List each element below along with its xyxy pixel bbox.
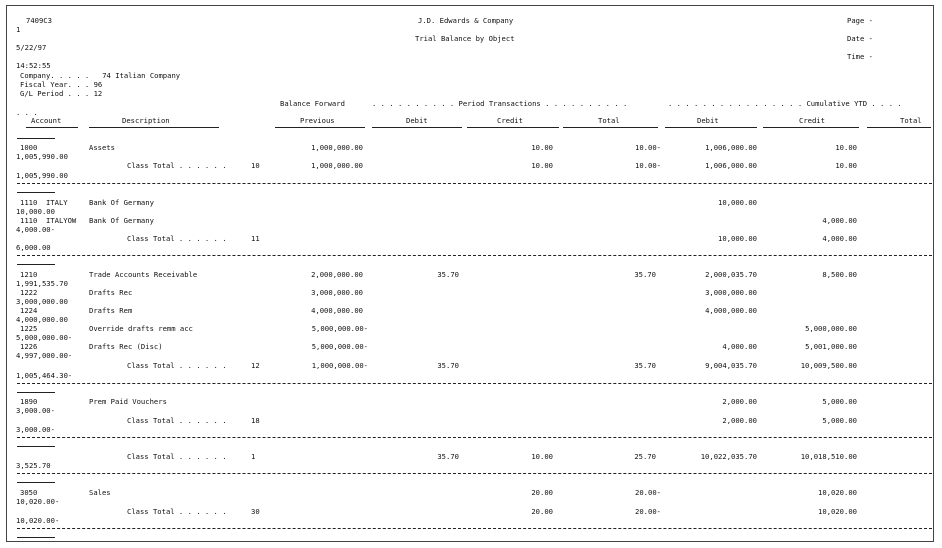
class-total-total-ytd: 10,020.00- xyxy=(16,516,60,525)
row-description: Trade Accounts Receivable xyxy=(89,270,198,279)
class-total-credit-period: 10.00 xyxy=(531,452,553,461)
row-total-ytd: 4,000,000.00 xyxy=(16,315,68,324)
row-previous: 5,000,000.00- xyxy=(311,324,368,333)
class-total-credit-ytd: 10.00 xyxy=(835,161,857,170)
class-total-total-ytd: 1,005,990.00 xyxy=(16,171,68,180)
row-description: Drafts Rec xyxy=(89,288,133,297)
row-description: Override drafts remm acc xyxy=(89,324,193,333)
row-total-ytd: 5,000,000.00- xyxy=(16,333,73,342)
class-total-debit-ytd: 1,006,000.00 xyxy=(705,161,757,170)
row-account: 1110 ITALY xyxy=(20,198,68,207)
underline-account xyxy=(26,127,78,128)
report-time: 14:52:55 xyxy=(16,61,51,70)
underline-credit-ytd xyxy=(763,127,859,128)
section-rule xyxy=(17,473,932,474)
row-debit-ytd: 2,000.00 xyxy=(722,397,757,406)
class-total-number: 30 xyxy=(251,507,260,516)
section-rule xyxy=(17,437,932,438)
short-rule xyxy=(17,264,55,265)
row-account: 1110 ITALYOW xyxy=(20,216,77,225)
class-total-number: 18 xyxy=(251,416,260,425)
class-total-debit-period: 35.70 xyxy=(437,361,459,370)
col-account: Account xyxy=(31,116,62,125)
class-total-previous: 1,000,000.00- xyxy=(311,361,368,370)
class-total-credit-period: 10.00 xyxy=(531,161,553,170)
row-total-ytd: 1,991,535.70 xyxy=(16,279,68,288)
row-debit-ytd: 3,000,000.00 xyxy=(705,288,757,297)
row-debit-ytd: 1,006,000.00 xyxy=(705,143,757,152)
row-account: 1224 xyxy=(20,306,38,315)
date-label: Date - xyxy=(847,34,873,43)
row-credit-ytd: 5,001,000.00 xyxy=(805,342,857,351)
row-description: Bank Of Germany xyxy=(89,198,154,207)
class-total-label: Class Total . . . . . . xyxy=(127,361,227,370)
row-total-ytd: 4,000.00- xyxy=(16,225,55,234)
class-total-debit-period: 35.70 xyxy=(437,452,459,461)
class-total-credit-ytd: 4,000.00 xyxy=(822,234,857,243)
class-total-credit-ytd: 10,009,500.00 xyxy=(800,361,857,370)
row-total-ytd: 3,000,000.00 xyxy=(16,297,68,306)
row-account: 1210 xyxy=(20,270,38,279)
class-total-total-period: 35.70 xyxy=(634,361,656,370)
trial-balance-report xyxy=(6,5,934,542)
class-total-previous: 1,000,000.00 xyxy=(311,161,363,170)
underline-debit-period xyxy=(372,127,462,128)
row-description: Sales xyxy=(89,488,111,497)
section-rule xyxy=(17,383,932,384)
row-debit-ytd: 10,000.00 xyxy=(718,198,757,207)
row-previous: 4,000,000.00 xyxy=(311,306,363,315)
class-total-total-period: 10.00- xyxy=(635,161,661,170)
report-id: 7409C3 xyxy=(26,16,52,25)
row-total-ytd: 10,000.00 xyxy=(16,207,55,216)
short-rule xyxy=(17,482,55,483)
class-total-label: Class Total . . . . . . xyxy=(127,416,227,425)
report-date: 5/22/97 xyxy=(16,43,47,52)
page-label: Page - xyxy=(847,16,873,25)
row-total-period: 35.70 xyxy=(634,270,656,279)
row-previous: 2,000,000.00 xyxy=(311,270,363,279)
class-total-debit-ytd: 10,000.00 xyxy=(718,234,757,243)
underline-total-period xyxy=(563,127,658,128)
row-account: 1226 xyxy=(20,342,38,351)
row-credit-ytd: 10.00 xyxy=(835,143,857,152)
row-description: Prem Paid Vouchers xyxy=(89,397,167,406)
row-previous: 3,000,000.00 xyxy=(311,288,363,297)
page-number: 1 xyxy=(16,25,21,34)
class-total-label: Class Total . . . . . . xyxy=(127,507,227,516)
class-total-total-period: 20.00- xyxy=(635,507,661,516)
row-previous: 5,000,000.00- xyxy=(311,342,368,351)
col-debit-period: Debit xyxy=(406,116,428,125)
class-total-label: Class Total . . . . . . xyxy=(127,234,227,243)
col-description: Description xyxy=(122,116,170,125)
company-name: J.D. Edwards & Company xyxy=(418,16,514,25)
class-total-total-period: 25.70 xyxy=(634,452,656,461)
class-total-credit-ytd: 10,018,510.00 xyxy=(800,452,857,461)
class-total-number: 11 xyxy=(251,234,260,243)
row-total-ytd: 4,997,000.00- xyxy=(16,351,73,360)
row-total-ytd: 1,005,990.00 xyxy=(16,152,68,161)
row-credit-period: 20.00 xyxy=(531,488,553,497)
class-total-debit-ytd: 10,022,035.70 xyxy=(700,452,757,461)
fiscal-year-line: Fiscal Year. . . 96 xyxy=(20,80,103,89)
section-rule xyxy=(17,528,932,529)
class-total-debit-ytd: 2,000.00 xyxy=(722,416,757,425)
row-credit-ytd: 10,020.00 xyxy=(818,488,857,497)
row-description: Drafts Rec (Disc) xyxy=(89,342,163,351)
report-title: Trial Balance by Object xyxy=(415,34,515,43)
gl-period-line: G/L Period . . . 12 xyxy=(20,89,103,98)
row-debit-ytd: 2,000,035.70 xyxy=(705,270,757,279)
row-total-ytd: 10,020.00- xyxy=(16,497,60,506)
col-credit-ytd: Credit xyxy=(799,116,825,125)
row-account: 1000 xyxy=(20,143,38,152)
row-description: Bank Of Germany xyxy=(89,216,154,225)
row-account: 1225 xyxy=(20,324,38,333)
period-transactions-header: . . . . . . . . . . Period Transactions . . . . . . . . . . xyxy=(372,99,628,108)
row-description: Assets xyxy=(89,143,115,152)
row-total-period: 20.00- xyxy=(635,488,661,497)
row-account: 3050 xyxy=(20,488,38,497)
class-total-number: 10 xyxy=(251,161,260,170)
class-total-total-ytd: 3,000.00- xyxy=(16,425,55,434)
row-account: 1222 xyxy=(20,288,38,297)
row-total-ytd: 3,000.00- xyxy=(16,406,55,415)
underline-description xyxy=(89,127,219,128)
class-total-label: Class Total . . . . . . xyxy=(127,161,227,170)
short-rule xyxy=(17,192,55,193)
row-debit-period: 35.70 xyxy=(437,270,459,279)
company-line: Company. . . . . 74 Italian Company xyxy=(20,71,181,80)
row-credit-period: 10.00 xyxy=(531,143,553,152)
balance-forward-header: Balance Forward xyxy=(280,99,345,108)
short-rule xyxy=(17,446,55,447)
continuation-dots: . . . xyxy=(16,108,38,117)
underline-credit-period xyxy=(467,127,559,128)
class-total-total-ytd: 3,525.70 xyxy=(16,461,51,470)
col-debit-ytd: Debit xyxy=(697,116,719,125)
col-total-period: Total xyxy=(598,116,620,125)
row-debit-ytd: 4,000,000.00 xyxy=(705,306,757,315)
class-total-total-ytd: 6,000.00 xyxy=(16,243,51,252)
row-description: Drafts Rem xyxy=(89,306,133,315)
class-total-credit-ytd: 10,020.00 xyxy=(818,507,857,516)
row-account: 1890 xyxy=(20,397,38,406)
class-total-number: 12 xyxy=(251,361,260,370)
underline-debit-ytd xyxy=(665,127,757,128)
row-credit-ytd: 5,000.00 xyxy=(822,397,857,406)
class-total-credit-period: 20.00 xyxy=(531,507,553,516)
short-rule xyxy=(17,537,55,538)
class-total-label: Class Total . . . . . . xyxy=(127,452,227,461)
short-rule xyxy=(17,138,55,139)
row-credit-ytd: 8,500.00 xyxy=(822,270,857,279)
section-rule xyxy=(17,183,932,184)
class-total-total-ytd: 1,005,464.30- xyxy=(16,371,73,380)
row-credit-ytd: 5,000,000.00 xyxy=(805,324,857,333)
underline-total-ytd xyxy=(867,127,931,128)
class-total-debit-ytd: 9,004,035.70 xyxy=(705,361,757,370)
section-rule xyxy=(17,255,932,256)
class-total-credit-ytd: 5,000.00 xyxy=(822,416,857,425)
time-label: Time - xyxy=(847,52,873,61)
row-debit-ytd: 4,000.00 xyxy=(722,342,757,351)
row-total-period: 10.00- xyxy=(635,143,661,152)
row-credit-ytd: 4,000.00 xyxy=(822,216,857,225)
col-credit-period: Credit xyxy=(497,116,523,125)
row-previous: 1,000,000.00 xyxy=(311,143,363,152)
underline-previous xyxy=(275,127,365,128)
short-rule xyxy=(17,392,55,393)
class-total-number: 1 xyxy=(251,452,256,461)
col-previous: Previous xyxy=(300,116,335,125)
cumulative-ytd-header: . . . . . . . . . . . . . . . . Cumulative YTD . . . . xyxy=(668,99,902,108)
col-total-ytd: Total xyxy=(900,116,922,125)
